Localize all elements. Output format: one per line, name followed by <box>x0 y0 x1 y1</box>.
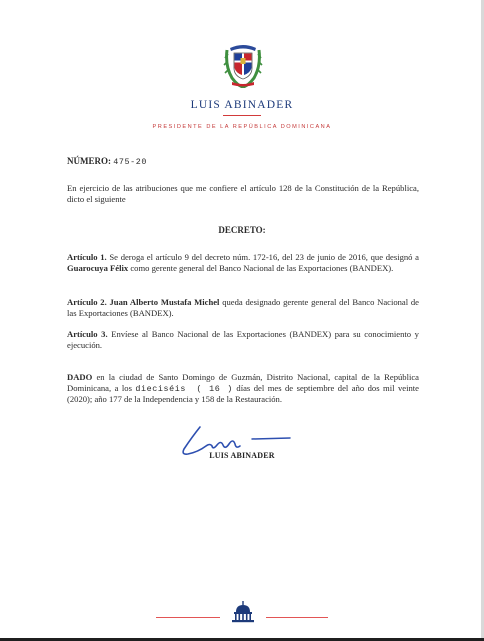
article-1-text-a: Se deroga el artículo 9 del decreto núm. 172-16, del 23 de junio de 2016, que designó a <box>106 252 419 262</box>
article-2-label: Artículo 2. Juan Alberto Mustafa Michel <box>67 297 220 307</box>
article-3 <box>67 329 419 350</box>
article-3-text: Envíese al Banco Nacional de las Exportaciones (BANDEX) para su conocimiento y ejecución. <box>67 329 419 350</box>
header-divider <box>223 115 261 116</box>
dado-day-number: ( 16 ) <box>196 383 233 394</box>
dado-text-b: días del mes de septiembre del año dos mil veinte (2020); año 177 de la Independencia y 158 de la Restauración. <box>67 382 419 405</box>
article-1-appointee: Guarocuya Félix <box>67 262 129 273</box>
signatory-name: LUIS ABINADER <box>209 451 275 460</box>
article-3-label: Artículo 3. <box>67 329 108 339</box>
intro-paragraph: En ejercicio de las atribuciones que me confiere el artículo 128 de la Constitución de la República, dicto el siguiente <box>67 183 419 204</box>
decree-heading: DECRETO: <box>218 225 266 235</box>
article-1-label: Artículo 1. <box>67 252 107 262</box>
dado-label: DADO <box>67 372 93 382</box>
article-2-text: queda designado gerente general del Banco Nacional de las Exportaciones (BANDEX). <box>67 297 419 318</box>
palace-dome-icon <box>230 601 256 623</box>
dado-paragraph <box>67 372 419 405</box>
footer-rule-left <box>156 617 220 618</box>
decree-number <box>67 156 419 168</box>
coat-of-arms-icon <box>222 42 264 88</box>
president-name: LUIS ABINADER <box>190 99 294 111</box>
dado-day-words: dieciséis <box>135 383 187 394</box>
decree-number-value: 475-20 <box>113 157 148 167</box>
decree-number-label: NÚMERO: <box>67 156 111 166</box>
article-1-text-b: como gerente general del Banco Nacional de las Exportaciones (BANDEX). <box>128 262 394 273</box>
footer-rule-right <box>266 617 328 618</box>
dado-text-a: en la ciudad de Santo Domingo de Guzmán, Distrito Nacional, capital de la República Dominicana, a los <box>67 372 419 393</box>
president-title: PRESIDENTE DE LA REPÚBLICA DOMINICANA <box>152 124 332 130</box>
article-1 <box>67 252 419 273</box>
article-2 <box>67 297 419 318</box>
